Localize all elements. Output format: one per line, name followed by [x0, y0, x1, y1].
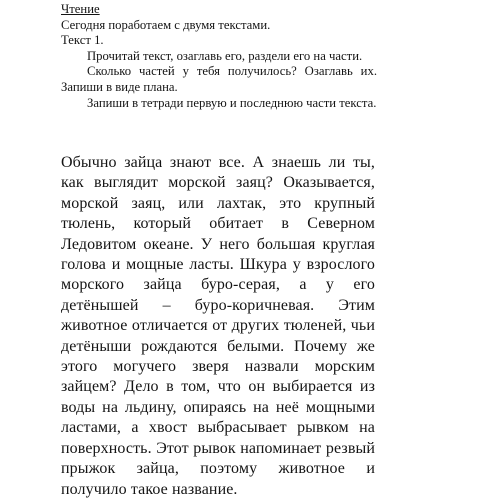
document-page [61, 2, 377, 111]
text-label: Текст 1. [61, 33, 104, 48]
story-text: Обычно зайца знают все. А знаешь ли ты, как выглядит морской заяц? Оказывается, морской заяц, или лахтак, это крупный тюлень, который обитает в Северном Ледовитом океане. У него большая круглая голова и мощные ласты. Шкура у взрослого морского зайца буро-серая, а у его детёнышей – буро-коричневая. Этим животное отличается от других тюленей, чьи детёныши рождаются белыми. Почему же этого могучего зверя назвали морским зайцем? Дело в том, что он выбирается из воды на льдину, опираясь на неё мощными ластами, а хвост выбрасывает рывком на поверхность. Этот рывок напоминает резвый прыжок зайца, поэтому животное и получило такое название. [61, 154, 375, 498]
intro-line: Сегодня поработаем с двумя текстами. [61, 17, 271, 32]
task-1: Прочитай текст, озаглавь его, раздели его на части. [87, 48, 363, 63]
task-2: Сколько частей у тебя получилось? Озаглавь их. Запиши в виде плана. [61, 64, 377, 94]
task-3: Запиши в тетради первую и последнюю части текста. [87, 95, 377, 110]
section-heading: Чтение [61, 2, 100, 16]
